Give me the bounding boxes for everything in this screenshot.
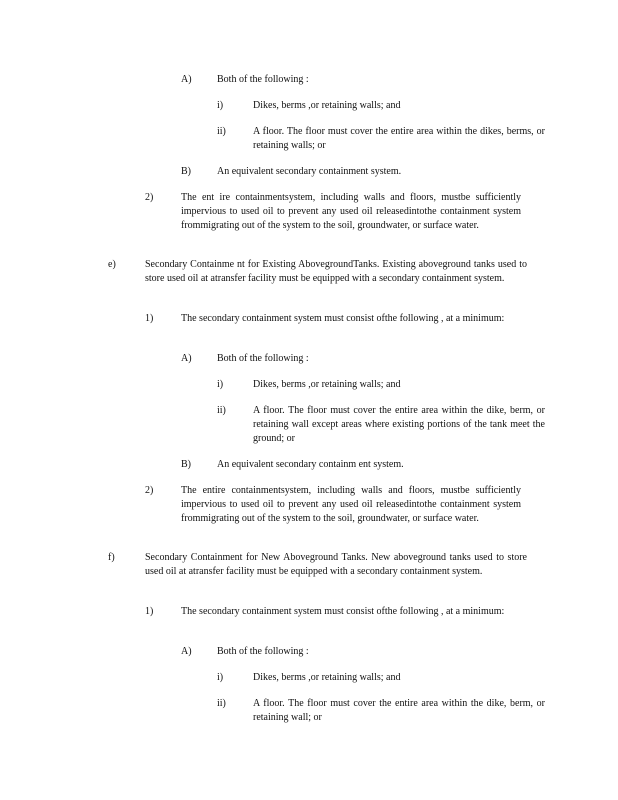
clause-label: i) xyxy=(217,672,224,683)
clause-text: Both of the following : xyxy=(217,353,309,364)
clause-label: B) xyxy=(181,166,191,177)
clause-text: Dikes, berms ,or retaining walls; and xyxy=(253,100,401,111)
clause-label: 1) xyxy=(145,606,154,617)
clause-text: Dikes, berms ,or retaining walls; and xyxy=(253,379,401,390)
clause-label: e) xyxy=(108,259,116,270)
clause-text: The ent ire containmentsystem, including walls and floors, mustbe sufficiently impervious to used oil to prevent any used oil releasedintothe containment system frommigrating out of the system to the soil, groundwater, or surface water. xyxy=(181,192,521,231)
clause-label: ii) xyxy=(217,405,226,416)
clause-label: i) xyxy=(217,379,224,390)
clause-text: A floor. The floor must cover the entire area within the dike, berm, or retaining wall except areas where existing portions of the tank meet the ground; or xyxy=(253,405,545,444)
clause-text: An equivalent secondary containment system. xyxy=(217,166,402,177)
clause-text: Both of the following : xyxy=(217,74,309,85)
clause-label: f) xyxy=(108,552,115,563)
clause-text: An equivalent secondary containm ent system. xyxy=(217,459,404,470)
clause-text: Both of the following : xyxy=(217,646,309,657)
clause-label: A) xyxy=(181,74,192,85)
clause-label: 1) xyxy=(145,313,154,324)
clause-label: 2) xyxy=(145,192,154,203)
clause-label: ii) xyxy=(217,126,226,137)
clause-text: A floor. The floor must cover the entire area within the dikes, berms, or retaining walls; or xyxy=(253,126,545,151)
clause-label: B) xyxy=(181,459,191,470)
clause-text: A floor. The floor must cover the entire area within the dike, berm, or retaining wall; or xyxy=(253,698,545,723)
clause-text: The entire containmentsystem, including walls and floors, mustbe sufficiently impervious to used oil to prevent any used oil releasedintothe containment system frommigrating out of the system to the soil, groundwater, or surface water. xyxy=(181,485,521,524)
clause-label: ii) xyxy=(217,698,226,709)
clause-label: i) xyxy=(217,100,224,111)
clause-label: 2) xyxy=(145,485,154,496)
clause-text: Dikes, berms ,or retaining walls; and xyxy=(253,672,401,683)
clause-text: The secondary containment system must consist ofthe following , at a minimum: xyxy=(181,313,505,324)
clause-text: Secondary Containment for New Aboveground Tanks. New aboveground tanks used to store used oil at atransfer facility must be equipped with a secondary containment system. xyxy=(145,552,527,577)
clause-label: A) xyxy=(181,353,192,364)
clause-label: A) xyxy=(181,646,192,657)
clause-text: The secondary containment system must consist ofthe following , at a minimum: xyxy=(181,606,505,617)
clause-text: Secondary Containme nt for Existing AbovegroundTanks. Existing aboveground tanks used to store used oil at atransfer facility must be equipped with a secondary containment system. xyxy=(145,259,527,284)
